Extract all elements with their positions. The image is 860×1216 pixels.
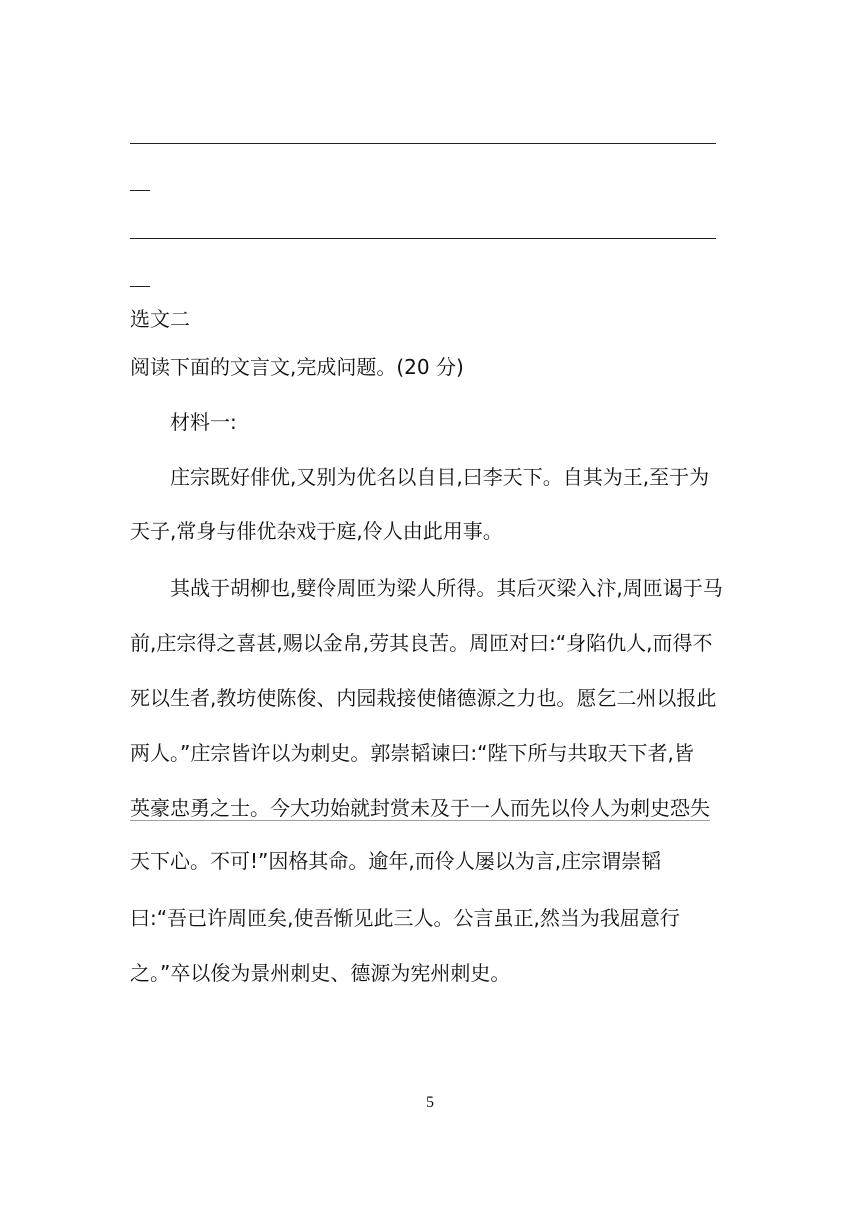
text-line: 前,庄宗得之喜甚,赐以金帛,劳其良苦。周匝对曰:“身陷仇人,而得不 [130, 631, 713, 655]
answer-line-2 [130, 238, 716, 239]
text-line: 庄宗既好俳优,又别为优名以自目,曰李天下。自其为王,至于为 [170, 465, 710, 489]
underlined-sentence: 英豪忠勇之士。今大功始就封赏未及于一人而先以伶人为刺史恐失 [130, 796, 710, 820]
material-label: 材料一: [170, 410, 237, 434]
section-title: 选文二 [130, 307, 190, 331]
text-line: 之。”卒以俊为景州刺史、德源为宪州刺史。 [130, 961, 511, 985]
text-line: 天子,常身与俳优杂戏于庭,伶人由此用事。 [130, 519, 503, 543]
text-line: 曰:“吾已许周匝矣,使吾惭见此三人。公言虽正,然当为我屈意行 [130, 906, 680, 930]
answer-line-1 [130, 143, 716, 144]
page-number: 5 [426, 1094, 434, 1111]
text-line: 两人。”庄宗皆许以为刺史。郭崇韬谏曰:“陛下所与共取天下者,皆 [130, 741, 694, 765]
answer-line-2-tail [130, 286, 150, 287]
answer-line-1-tail [130, 190, 150, 191]
text-line: 死以生者,教坊使陈俊、内园栽接使储德源之力也。愿乞二州以报此 [130, 686, 717, 710]
instruction: 阅读下面的文言文,完成问题。(20 分) [130, 355, 464, 379]
text-line-underlined [130, 796, 710, 820]
text-line: 天下心。不可!”因格其命。逾年,而伶人屡以为言,庄宗谓崇韬 [130, 849, 662, 873]
text-line: 其战于胡柳也,嬖伶周匝为梁人所得。其后灭梁入汴,周匝谒于马 [170, 576, 723, 600]
